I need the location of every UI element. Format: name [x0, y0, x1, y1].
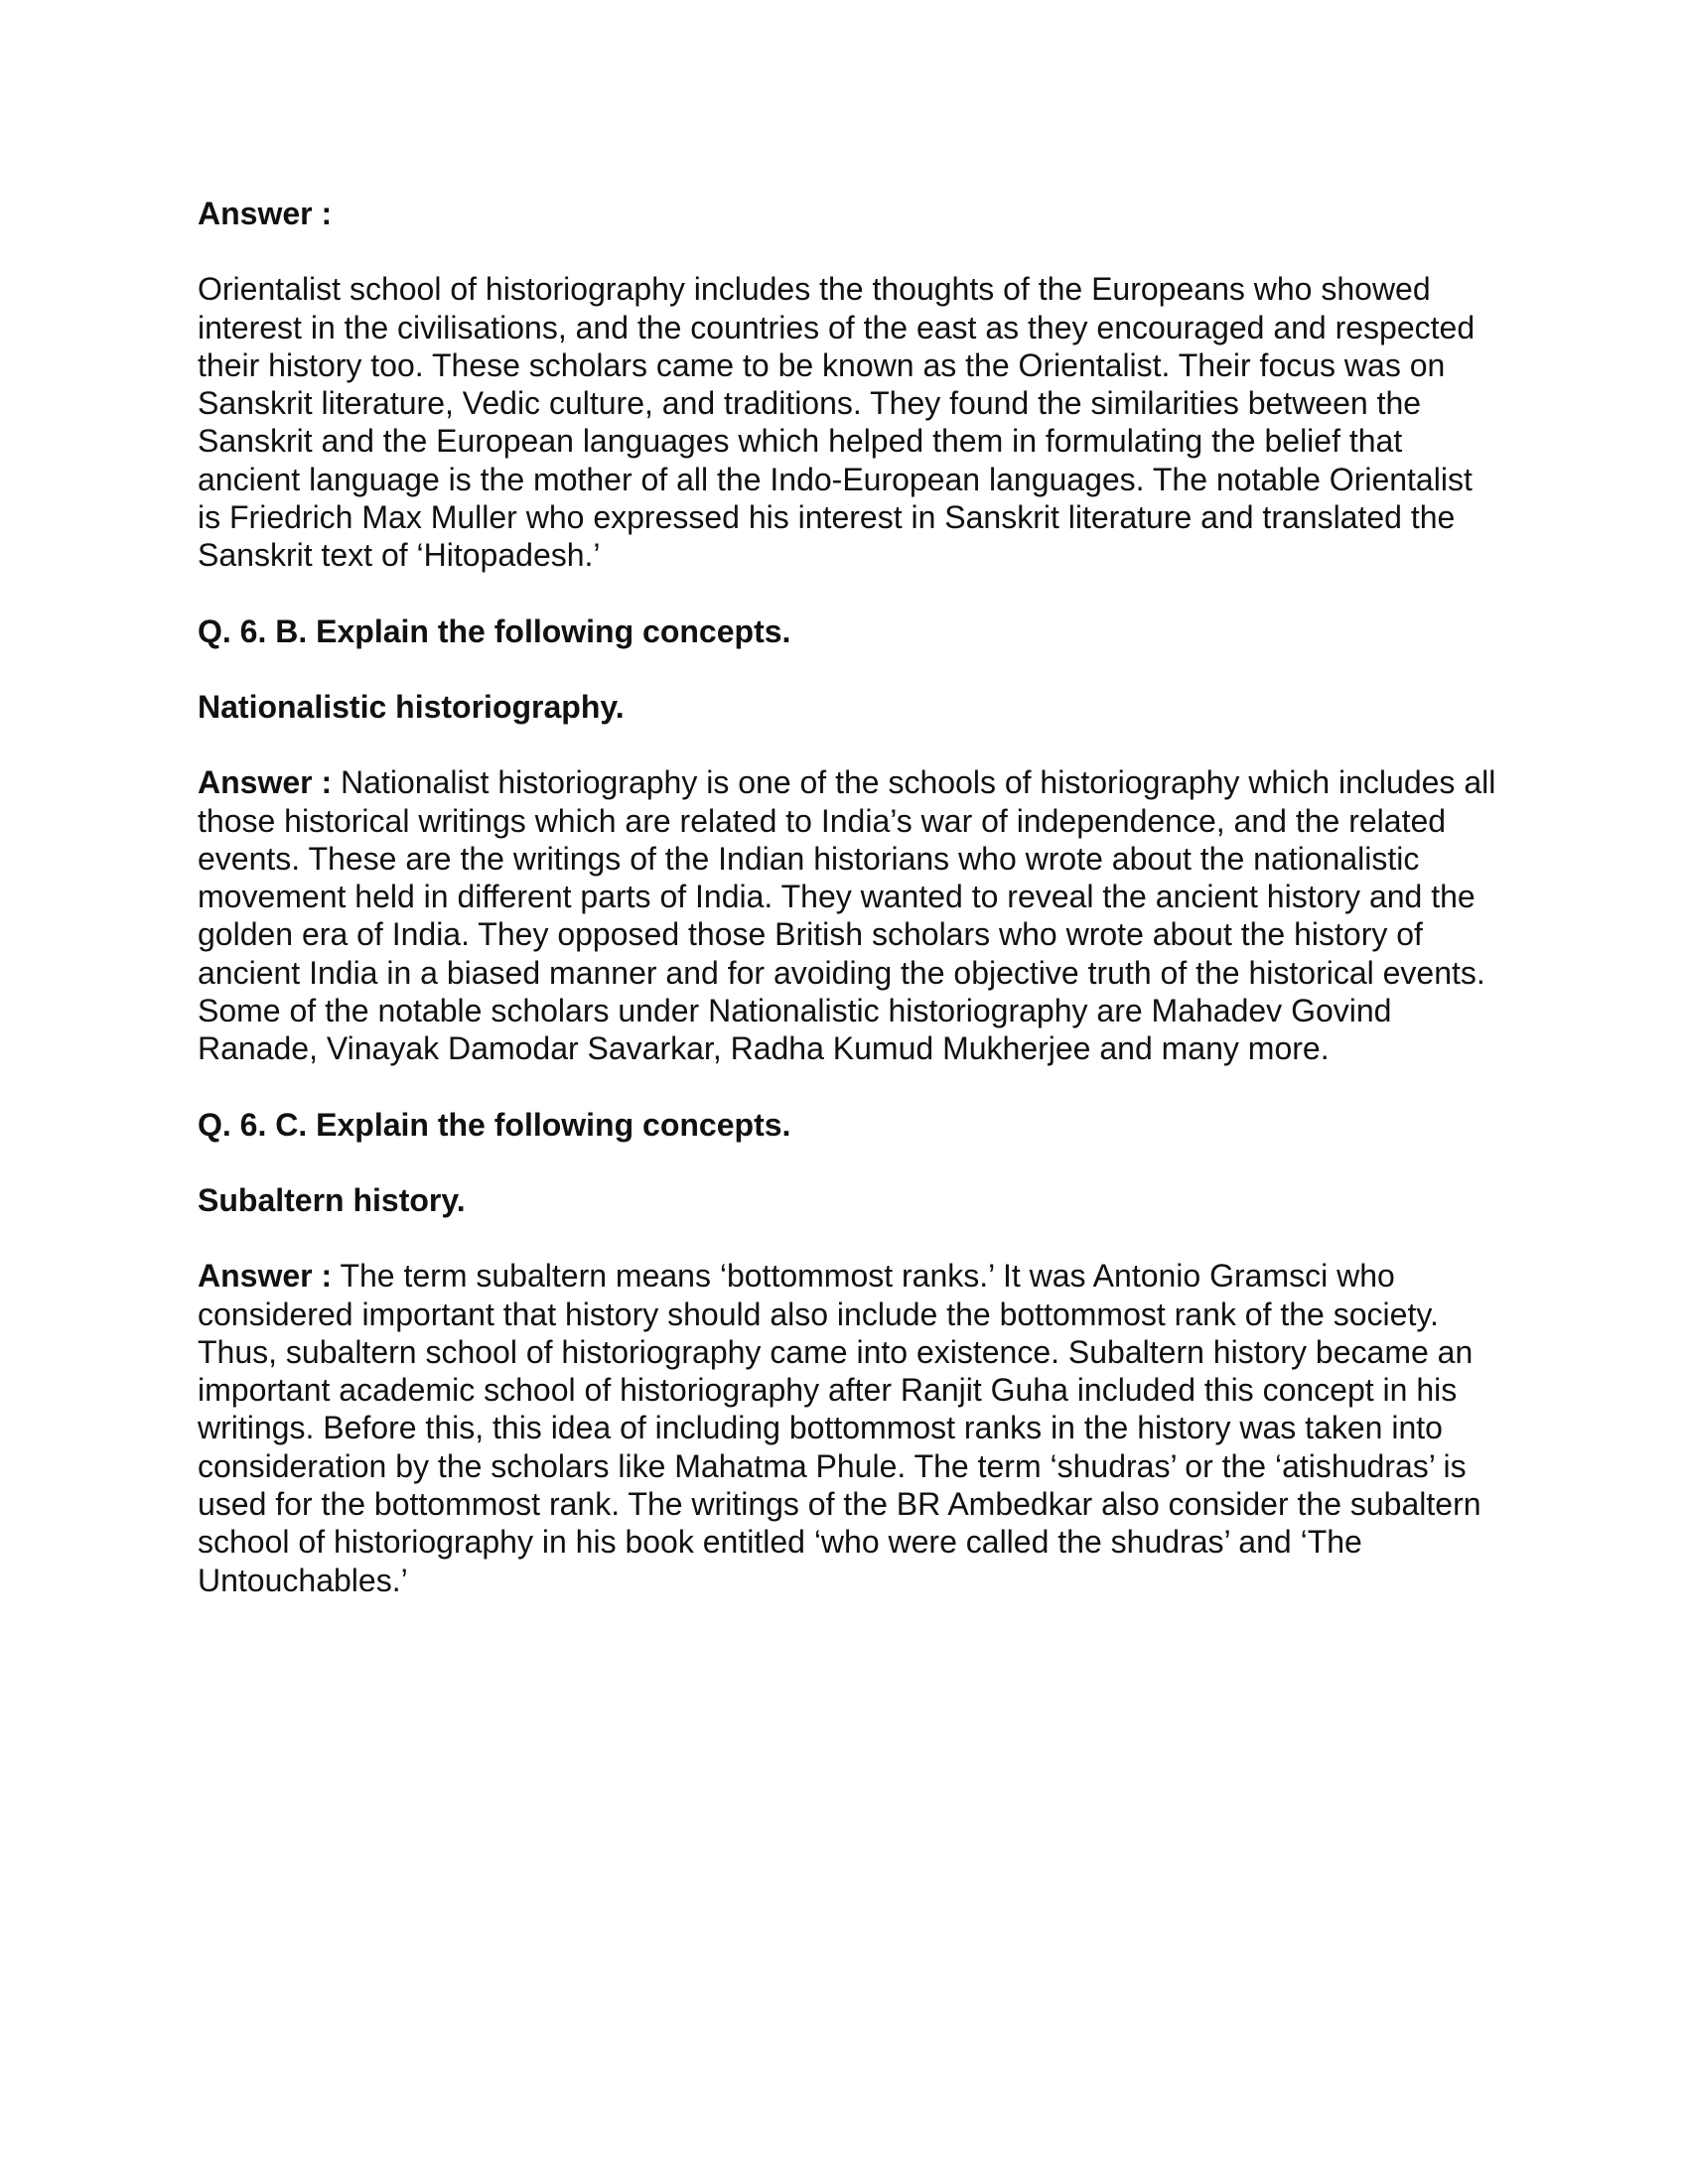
document-page	[198, 195, 1498, 1599]
nationalistic-answer-text: Nationalist historiography is one of the schools of historiography which includes all those historical writings which are related to India’s war of independence, and the related events. These are the writings of the Indian historians who wrote about the nationalistic movement held in different parts of India. They wanted to reveal the ancient history and the golden era of India. They opposed those British scholars who wrote about the history of ancient India in a biased manner and for avoiding the objective truth of the historical events. Some of the notable scholars under Nationalistic historiography are Mahadev Govind Ranade, Vinayak Damodar Savarkar, Radha Kumud Mukherjee and many more.	[198, 764, 1496, 1067]
subaltern-answer-text: The term subaltern means ‘bottommost ranks.’ It was Antonio Gramsci who considered important that history should also include the bottommost rank of the society. Thus, subaltern school of historiography came into existence. Subaltern history became an important academic school of historiography after Ranjit Guha included this concept in his writings. Before this, this idea of including bottommost ranks in the history was taken into consideration by the scholars like Mahatma Phule. The term ‘shudras’ or the ‘atishudras’ is used for the bottommost rank. The writings of the BR Ambedkar also consider the subaltern school of historiography in his book entitled ‘who were called the shudras’ and ‘The Untouchables.’	[198, 1258, 1481, 1598]
answer-label: Answer :	[198, 764, 333, 801]
nationalistic-answer-paragraph	[198, 763, 1498, 1067]
answer-label: Answer :	[198, 1258, 333, 1295]
subaltern-topic-heading: Subaltern history.	[198, 1181, 466, 1218]
question-6b-heading: Q. 6. B. Explain the following concepts.	[198, 613, 791, 649]
nationalistic-topic-heading: Nationalistic historiography.	[198, 688, 625, 725]
question-6c-heading: Q. 6. C. Explain the following concepts.	[198, 1106, 791, 1143]
subaltern-answer-paragraph	[198, 1257, 1498, 1599]
orientalist-answer-paragraph: Orientalist school of historiography includes the thoughts of the Europeans who showed interest in the civilisations, and the countries of the east as they encouraged and respected their history too. These scholars came to be known as the Orientalist. Their focus was on Sanskrit literature, Vedic culture, and traditions. They found the similarities between the Sanskrit and the European languages which helped them in formulating the belief that ancient language is the mother of all the Indo-European languages. The notable Orientalist is Friedrich Max Muller who expressed his interest in Sanskrit literature and translated the Sanskrit text of ‘Hitopadesh.’	[198, 271, 1476, 574]
answer-heading: Answer :	[198, 196, 333, 231]
